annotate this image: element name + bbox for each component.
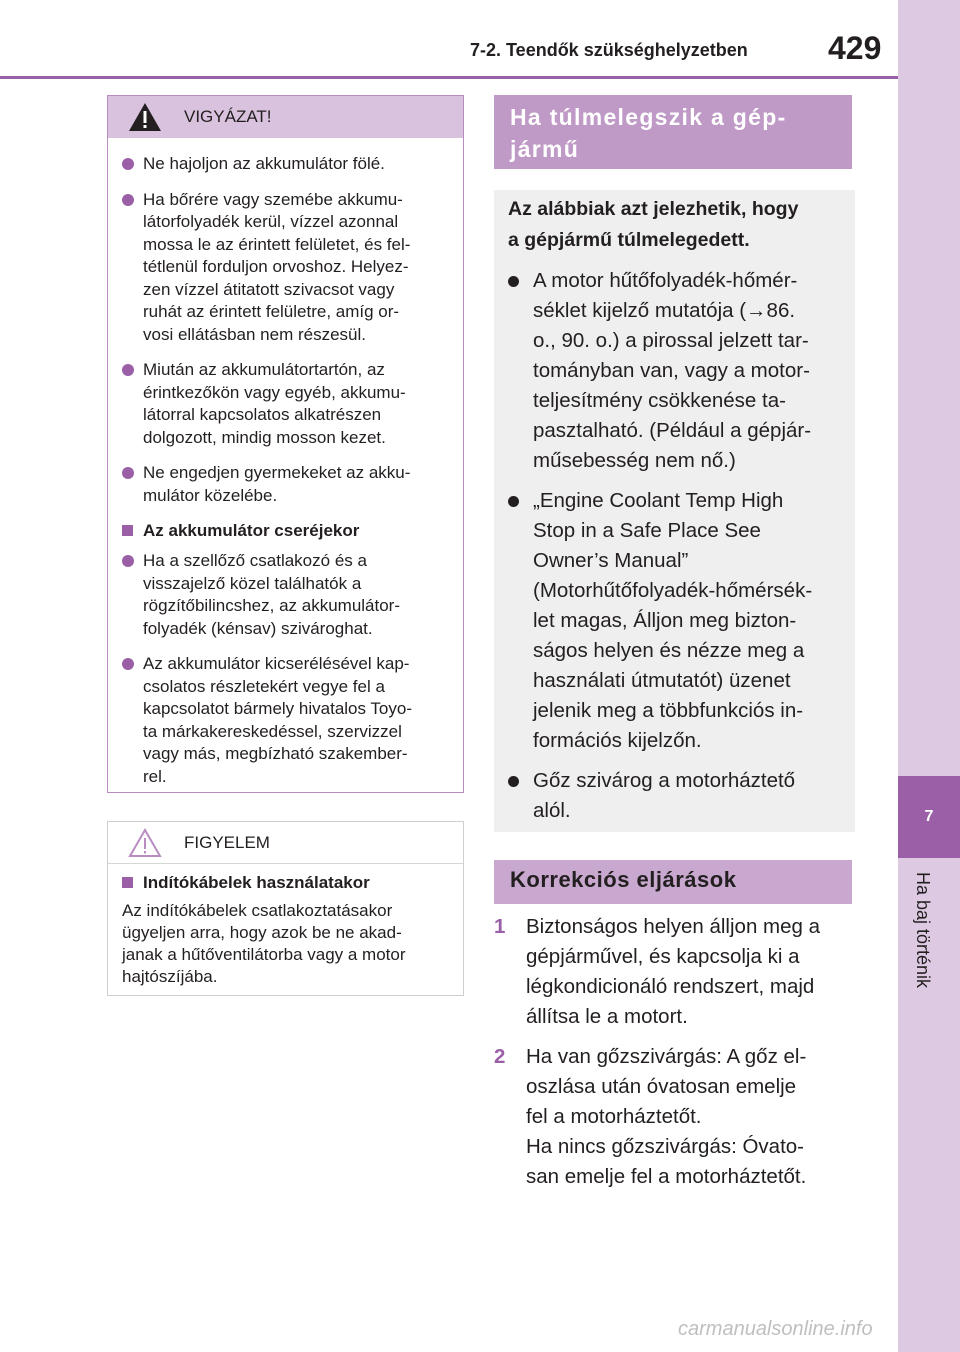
notice-title: FIGYELEM	[184, 832, 270, 852]
warning-item: Ha a szellőző csatlakozó és a visszajelző közel találhatók a rögzítőbilincshez, az akkumulátor- folyadék (kénsav) szivároghat.	[122, 550, 449, 640]
step-number: 2	[494, 1045, 506, 1068]
notice-box	[107, 821, 464, 996]
warning-triangle-filled-icon	[128, 102, 162, 132]
warning-triangle-outline-icon	[128, 828, 162, 858]
step-text: Ha van gőzszivárgás: A gőz el- oszlása után óvatosan emelje fel a motorháztetőt. Ha nincs gőzszivárgás: Óvato- san emelje fel a motorháztetőt.	[526, 1045, 807, 1188]
corrections-heading: Korrekciós eljárások	[494, 860, 852, 904]
overheat-sign-item: „Engine Coolant Temp High Stop in a Safe Place See Owner’s Manual” (Motorhűtőfolyadék-hőmérsék- let magas, Álljon meg bizton- ságos helyen és nézze meg a használati útmutatót) üzenet jelenik meg a többfunkciós in- formációs kijelzőn.	[508, 486, 839, 756]
notice-subheading: Indítókábelek használatakor	[122, 872, 449, 894]
step-text: Biztonságos helyen álljon meg a gépjárművel, és kapcsolja ki a légkondicionáló rendszert, majd állítsa le a motort.	[526, 915, 821, 1028]
overheat-heading: Ha túlmelegszik a gép- jármű	[494, 95, 852, 169]
warning-header	[108, 96, 463, 138]
footer-watermark: carmanualsonline.info	[678, 1318, 873, 1340]
overheat-intro: Az alábbiak azt jelezhetik, hogy a gépjármű túlmelegedett.	[508, 198, 799, 251]
chapter-number: 7	[898, 776, 960, 858]
page-number: 429	[828, 30, 882, 66]
overheat-sign-item: Gőz szivárog a motorháztető alól.	[508, 766, 839, 826]
section-title: 7-2. Teendők szükséghelyzetben	[470, 40, 748, 60]
chapter-title: Ha baj történik	[913, 872, 933, 989]
chapter-side-tab	[898, 0, 960, 1352]
correction-step	[494, 912, 854, 1032]
overheat-sign-item: A motor hűtőfolyadék-hőmér- séklet kijelző mutatója (→86. o., 90. o.) a pirossal jelzett tar- tományban van, vagy a motor- teljesítmény csökkenése ta- pasztalható. (Például a gépjár- műsebesség nem nő.)	[508, 266, 839, 476]
warning-item: Ne hajoljon az akkumulátor fölé.	[122, 153, 449, 176]
correction-step	[494, 1042, 854, 1192]
warning-subheading: Az akkumulátor cseréjekor	[122, 520, 449, 542]
overheat-signs-panel	[494, 190, 855, 832]
notice-text: Az indítókábelek csatlakoztatásakor ügyeljen arra, hogy azok be ne akad- janak a hűtőventilátorba vagy a motor hajtószíjába.	[122, 901, 406, 986]
warning-box	[107, 95, 464, 793]
warning-item: Ne engedjen gyermekeket az akku- mulátor közelébe.	[122, 462, 449, 507]
warning-title: VIGYÁZAT!	[184, 107, 272, 126]
step-number: 1	[494, 915, 506, 938]
correction-steps	[494, 912, 854, 1202]
warning-item: Az akkumulátor kicserélésével kap- csolatos részletekért vegye fel a kapcsolatot bármely hivatalos Toyo- ta márkakereskedéssel, szervizzel vagy más, megbízható szakember- rel.	[122, 653, 449, 788]
notice-header	[108, 822, 463, 864]
warning-item: Ha bőrére vagy szemébe akkumu- látorfolyadék kerül, vízzel azonnal mossa le az érintett felületet, és fel- tétlenül forduljon orvoshoz. Helyez- zen vízzel átitatott szivacsot vagy ruhát az érintett felületre, amíg or- vosi ellátásban nem részesül.	[122, 189, 449, 347]
header-divider	[0, 76, 898, 79]
warning-item: Miután az akkumulátortartón, az érintkezőkön vagy egyéb, akkumu- látorral kapcsolatos alkatrészen dolgozott, mindig mosson kezet.	[122, 359, 449, 449]
